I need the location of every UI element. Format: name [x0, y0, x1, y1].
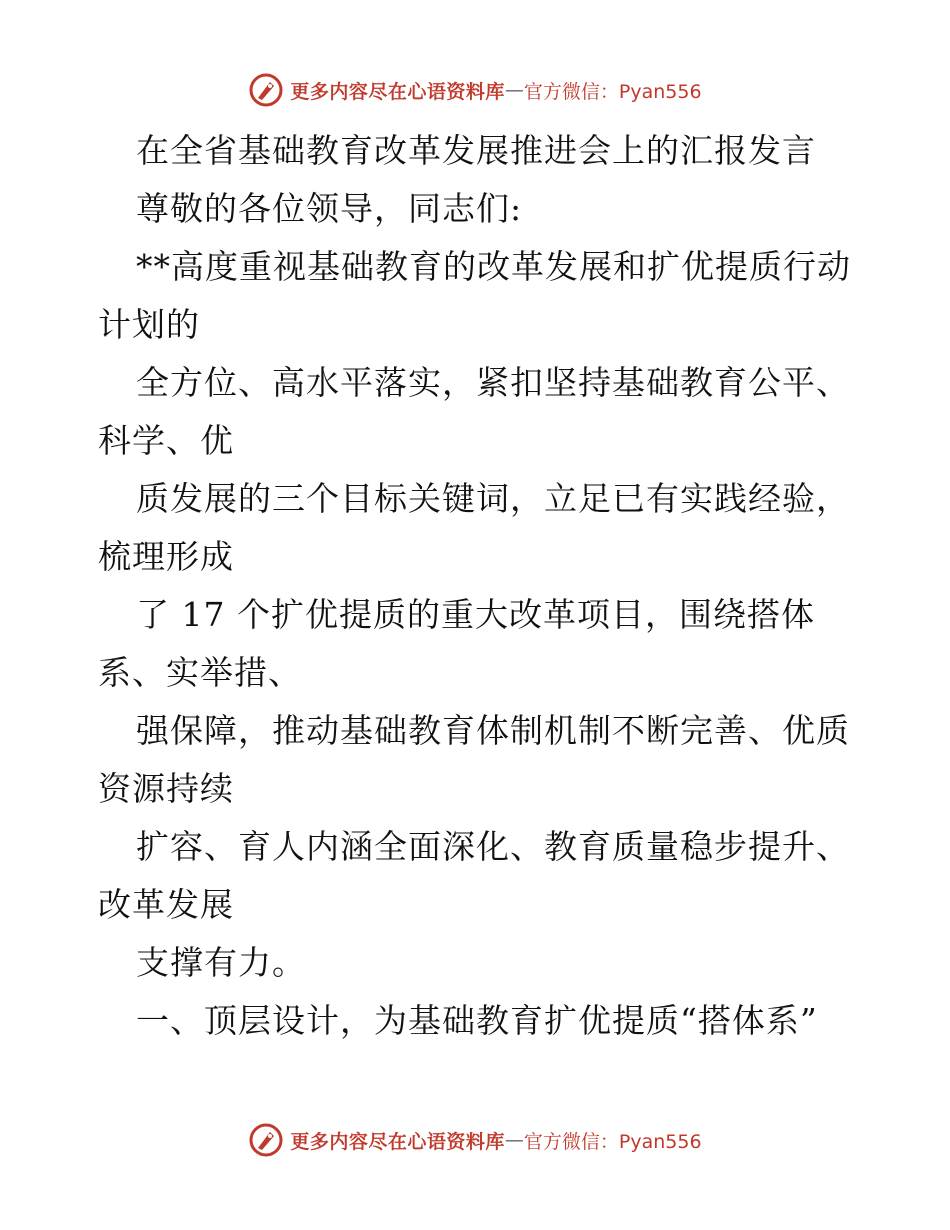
text-line: 全方位、高水平落实，紧扣坚持基础教育公平、: [136, 363, 850, 402]
text-line: 科学、优: [98, 421, 234, 460]
text-line: 在全省基础教育改革发展推进会上的汇报发言: [136, 131, 816, 170]
header-watermark: [0, 70, 950, 110]
text-line: 了 17 个扩优提质的重大改革项目，围绕搭体: [136, 595, 815, 634]
watermark-text: 更多内容尽在心语资料库: [290, 80, 505, 103]
text-line: **高度重视基础教育的改革发展和扩优提质行动: [136, 247, 851, 286]
document-body: [98, 122, 898, 1050]
text-line: 改革发展: [98, 885, 234, 924]
watermark-separator: —: [504, 79, 524, 101]
text-line: 梳理形成: [98, 537, 234, 576]
text-line: 扩容、育人内涵全面深化、教育质量稳步提升、: [136, 827, 850, 866]
watermark-text: 更多内容尽在心语资料库: [290, 1130, 505, 1153]
fountain-pen-logo-icon: [248, 1122, 284, 1158]
text-line: 资源持续: [98, 769, 234, 808]
text-line: 强保障，推动基础教育体制机制不断完善、优质: [136, 711, 850, 750]
watermark-contact: 官方微信：Pyan556: [523, 80, 702, 103]
watermark-contact: 官方微信：Pyan556: [523, 1130, 702, 1153]
footer-watermark: [0, 1120, 950, 1160]
text-line: 支撑有力。: [136, 943, 306, 982]
text-line: 一、顶层设计，为基础教育扩优提质“搭体系”: [136, 1001, 818, 1040]
text-line: 质发展的三个目标关键词，立足已有实践经验，: [136, 479, 850, 518]
text-line: 计划的: [98, 305, 200, 344]
fountain-pen-logo-icon: [248, 72, 284, 108]
watermark-separator: —: [504, 1129, 524, 1151]
text-line: 尊敬的各位领导，同志们:: [136, 189, 523, 228]
text-line: 系、实举措、: [98, 653, 302, 692]
